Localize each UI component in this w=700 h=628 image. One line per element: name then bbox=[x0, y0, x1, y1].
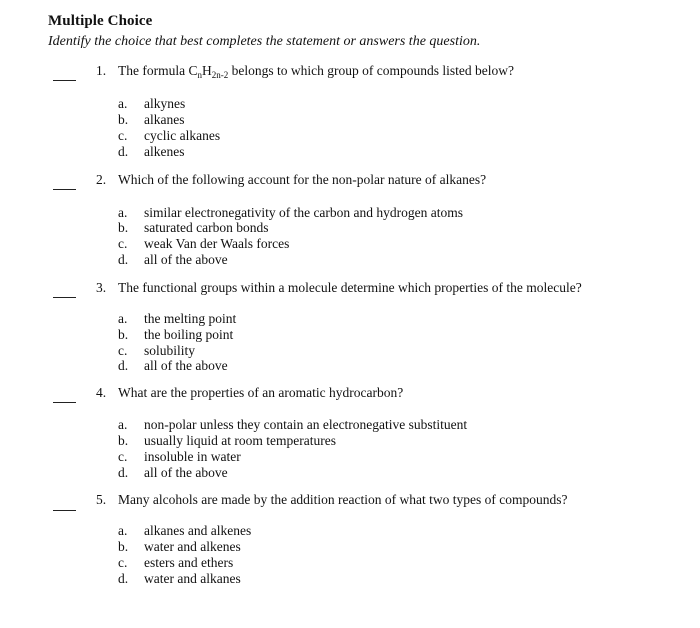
answer-blank-5[interactable] bbox=[53, 510, 76, 511]
option-text: water and alkanes bbox=[144, 571, 241, 586]
question-number: 2. bbox=[96, 172, 107, 187]
option-letter: c. bbox=[118, 555, 128, 570]
option-text: all of the above bbox=[144, 252, 228, 267]
option-text: alkanes bbox=[144, 112, 185, 127]
question-number: 1. bbox=[96, 63, 107, 78]
question-text: The functional groups within a molecule determine which properties of the molecule? bbox=[118, 280, 582, 295]
answer-blank-3[interactable] bbox=[53, 297, 76, 298]
option-letter: b. bbox=[118, 539, 129, 554]
option-text: insoluble in water bbox=[144, 449, 241, 464]
question-number: 5. bbox=[96, 492, 107, 507]
option-letter: b. bbox=[118, 433, 129, 448]
question-text: What are the properties of an aromatic hydrocarbon? bbox=[118, 385, 404, 400]
option-letter: d. bbox=[118, 358, 129, 373]
question-text: Which of the following account for the non-polar nature of alkanes? bbox=[118, 172, 487, 187]
answer-blank-1[interactable] bbox=[53, 80, 76, 81]
option-text: water and alkenes bbox=[144, 539, 241, 554]
section-instructions: Identify the choice that best completes the statement or answers the question. bbox=[48, 34, 481, 49]
option-letter: d. bbox=[118, 571, 129, 586]
option-text: alkenes bbox=[144, 144, 185, 159]
option-text: weak Van der Waals forces bbox=[144, 236, 290, 251]
option-text: all of the above bbox=[144, 358, 228, 373]
option-letter: b. bbox=[118, 327, 129, 342]
option-text: similar electronegativity of the carbon and hydrogen atoms bbox=[144, 205, 464, 220]
option-text: usually liquid at room temperatures bbox=[144, 433, 336, 448]
option-letter: c. bbox=[118, 449, 128, 464]
option-letter: a. bbox=[118, 205, 128, 220]
answer-blank-2[interactable] bbox=[53, 189, 76, 190]
option-letter: a. bbox=[118, 96, 128, 111]
option-text: solubility bbox=[144, 343, 196, 358]
question-number: 4. bbox=[96, 385, 107, 400]
question-text: Many alcohols are made by the addition reaction of what two types of compounds? bbox=[118, 492, 568, 507]
option-text: the melting point bbox=[144, 311, 237, 326]
option-letter: d. bbox=[118, 252, 129, 267]
option-text: all of the above bbox=[144, 465, 228, 480]
option-text: esters and ethers bbox=[144, 555, 234, 570]
option-letter: b. bbox=[118, 112, 129, 127]
question-text: The formula $C_nH_{2n-2}$ belongs to which group of compounds listed below? bbox=[118, 63, 514, 80]
section-title: Multiple Choice bbox=[48, 13, 153, 29]
option-letter: d. bbox=[118, 144, 129, 159]
option-letter: c. bbox=[118, 236, 128, 251]
option-letter: c. bbox=[118, 128, 128, 143]
option-letter: d. bbox=[118, 465, 129, 480]
option-letter: a. bbox=[118, 311, 128, 326]
option-letter: a. bbox=[118, 523, 128, 538]
option-letter: a. bbox=[118, 417, 128, 432]
option-text: alkanes and alkenes bbox=[144, 523, 252, 538]
option-letter: b. bbox=[118, 220, 129, 235]
option-text: saturated carbon bonds bbox=[144, 220, 269, 235]
answer-blank-4[interactable] bbox=[53, 402, 76, 403]
option-text: non-polar unless they contain an electronegative substituent bbox=[144, 417, 468, 432]
option-text: alkynes bbox=[144, 96, 186, 111]
option-text: the boiling point bbox=[144, 327, 234, 342]
option-letter: c. bbox=[118, 343, 128, 358]
question-number: 3. bbox=[96, 280, 107, 295]
option-text: cyclic alkanes bbox=[144, 128, 221, 143]
